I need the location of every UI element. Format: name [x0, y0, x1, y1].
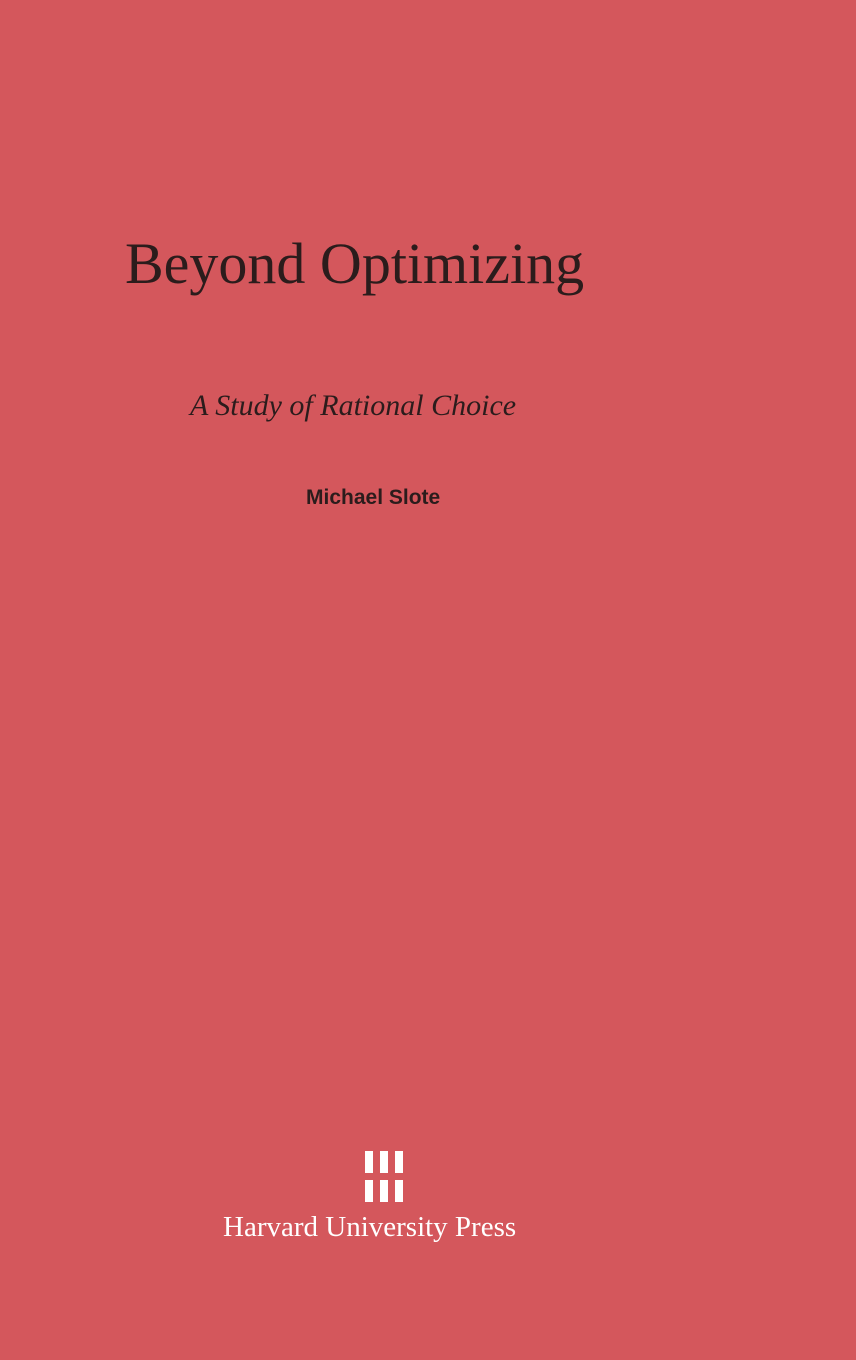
- book-subtitle: A Study of Rational Choice: [190, 389, 517, 422]
- book-title: Beyond Optimizing: [125, 231, 585, 296]
- publisher-name: Harvard University Press: [223, 1211, 517, 1243]
- book-author: Michael Slote: [306, 486, 441, 509]
- harvard-press-bars-icon: [365, 1151, 404, 1203]
